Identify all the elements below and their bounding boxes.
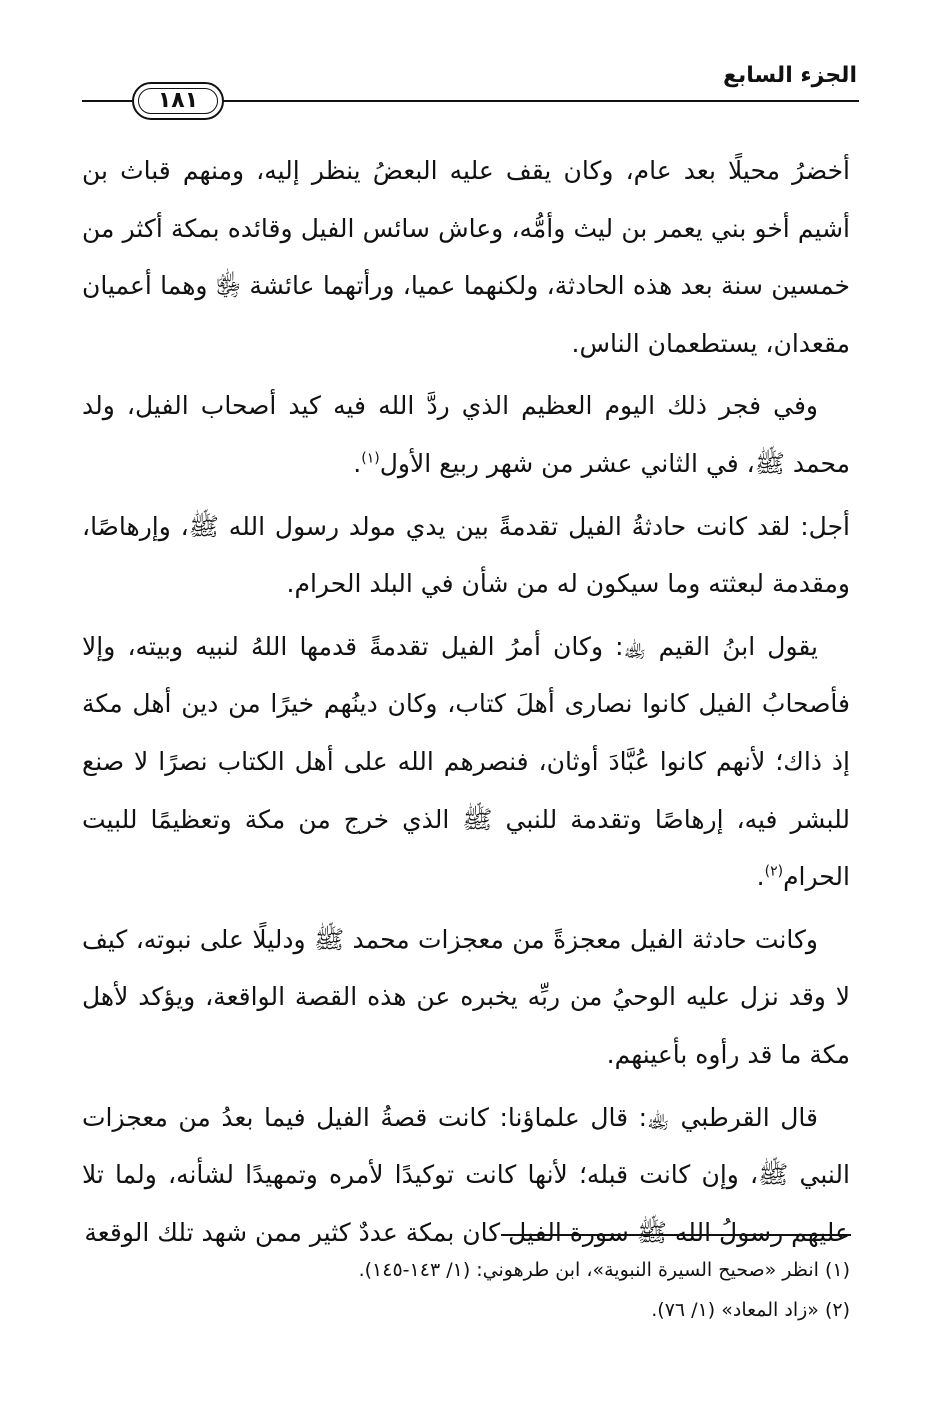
footnotes <box>82 1250 850 1330</box>
running-header-title: الجزء السابع <box>723 63 857 88</box>
paragraph-4-text: يقول ابنُ القيم ﵀: وكان أمرُ الفيل تقدمةً قدمها اللهُ لنبيه وبيته، وإلا فأصحابُ الفيل كانوا نصارى أهلَ كتاب، وكان دينُهم خيرًا من دين أهل مكة إذ ذاك؛ لأنهم كانوا عُبَّادَ أوثان، فنصرهم الله على أهل الكتاب نصرًا لا صنع للبشر فيه، إرهاصًا وتقدمة للنبي ﷺ الذي خرج من مكة وتعظيمًا للبيت الحرام <box>82 631 850 892</box>
paragraph-3: أجل: لقد كانت حادثةُ الفيل تقدمةً بين يدي مولد رسول الله ﷺ، وإرهاصًا، ومقدمة لبعثته وما سيكون له من شأن في البلد الحرام. <box>82 511 850 599</box>
footnote-separator <box>501 1234 851 1236</box>
paragraph-1: أخضرُ محيلًا بعد عام، وكان يقف عليه البعضُ ينظر إليه، ومنهم قباث بن أشيم أخو بني يعمر بن ليث وأمُّه، وعاش سائس الفيل وقائده بمكة أكثر من خمسين سنة بعد هذه الحادثة، ولكنهما عميا، ورأتهما عائشة ﵂ وهما أعميان مقعدان، يستطعمان الناس. <box>82 156 850 358</box>
paragraph-4 <box>82 618 850 906</box>
footnote-ref-2[interactable]: (٢) <box>764 863 784 880</box>
paragraph-2-text: وفي فجر ذلك اليوم العظيم الذي ردَّ الله فيه كيد أصحاب الفيل، ولد محمد ﷺ، في الثاني عشر من شهر ربيع الأول <box>82 391 850 478</box>
footnote-ref-1[interactable]: (١) <box>361 450 380 467</box>
paragraph-2 <box>82 377 850 492</box>
page-number: ١٨١ <box>157 88 199 113</box>
footnote-1: (١) انظر «صحيح السيرة النبوية»، ابن طرهوني: (١/ ١٤٣-١٤٥). <box>358 1259 850 1281</box>
page-number-badge <box>132 82 224 120</box>
paragraph-5: وكانت حادثة الفيل معجزةً من معجزات محمد ﷺ ودليلًا على نبوته، كيف لا وقد نزل عليه الوحيُ من ربِّه يخبره عن هذه القصة الواقعة، ويؤكد لأهل مكة ما قد رأوه بأعينهم. <box>82 924 850 1069</box>
footnote-2: (٢) «زاد المعاد» (١/ ٧٦). <box>651 1299 850 1321</box>
main-text <box>82 142 850 1266</box>
paragraph-2-end: . <box>353 448 362 478</box>
paragraph-6: قال القرطبي ﵀: قال علماؤنا: كانت قصةُ الفيل فيما بعدُ من معجزات النبي ﷺ، وإن كانت قبله؛ لأنها كانت توكيدًا لأمره وتمهيدًا لشأنه، ولما تلا عليهم رسولُ الله ﷺ سورة الفيل كان بمكة عددٌ كثير ممن شهد تلك الوقعة <box>82 1102 850 1247</box>
paragraph-4-end: . <box>756 862 765 892</box>
